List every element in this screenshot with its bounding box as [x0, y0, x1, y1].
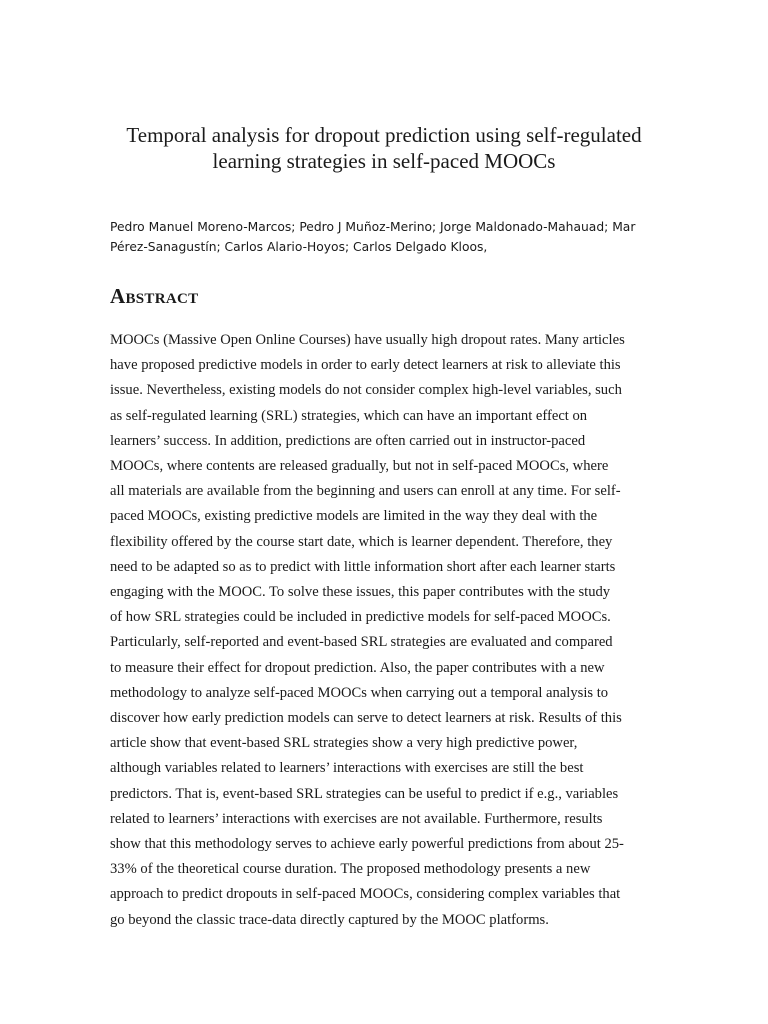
abstract-line: as self-regulated learning (SRL) strategies, which can have an important effect on — [110, 407, 588, 424]
abstract-line: issue. Nevertheless, existing models do not consider complex high-level variables, such — [110, 382, 622, 399]
author-list — [110, 217, 670, 257]
abstract-heading: Abstract — [110, 284, 199, 308]
abstract-body — [110, 328, 658, 933]
abstract-line: engaging with the MOOC. To solve these issues, this paper contributes with the study — [110, 584, 611, 601]
author-line: Pedro Manuel Moreno-Marcos; Pedro J Muñoz-Merino; Jorge Maldonado-Mahauad; Mar — [110, 220, 636, 234]
abstract-line: paced MOOCs, existing predictive models are limited in the way they deal with the — [110, 508, 598, 525]
abstract-line: have proposed predictive models in order to early detect learners at risk to alleviate this — [110, 357, 621, 374]
abstract-line: discover how early prediction models can serve to detect learners at risk. Results of this — [110, 710, 622, 727]
abstract-line: go beyond the classic trace-data directly captured by the MOOC platforms. — [110, 911, 549, 928]
abstract-line: flexibility offered by the course start date, which is learner dependent. Therefore, they — [110, 533, 613, 550]
paper-title-line: learning strategies in self-paced MOOCs — [212, 149, 556, 173]
abstract-line: need to be adapted so as to predict with little information short after each learner starts — [110, 558, 616, 575]
abstract-line: Particularly, self-reported and event-based SRL strategies are evaluated and compared — [110, 634, 613, 651]
abstract-line: MOOCs, where contents are released gradually, but not in self-paced MOOCs, where — [110, 458, 609, 475]
paper-title — [100, 122, 668, 174]
abstract-line: predictors. That is, event-based SRL strategies can be useful to predict if e.g., variables — [110, 785, 619, 802]
abstract-line: related to learners’ interactions with exercises are not available. Furthermore, results — [110, 810, 603, 827]
abstract-line: to measure their effect for dropout prediction. Also, the paper contributes with a new — [110, 659, 605, 676]
abstract-line: 33% of the theoretical course duration. The proposed methodology presents a new — [110, 861, 591, 878]
abstract-line: show that this methodology serves to achieve early powerful predictions from about 25- — [110, 836, 624, 853]
abstract-line: all materials are available from the beginning and users can enroll at any time. For self- — [110, 483, 621, 500]
abstract-line: learners’ success. In addition, predictions are often carried out in instructor-paced — [110, 432, 586, 449]
paper-title-line: Temporal analysis for dropout prediction using self-regulated — [126, 123, 642, 147]
author-line: Pérez-Sanagustín; Carlos Alario-Hoyos; Carlos Delgado Kloos, — [110, 240, 488, 254]
abstract-line: MOOCs (Massive Open Online Courses) have usually high dropout rates. Many articles — [110, 332, 625, 348]
abstract-line: methodology to analyze self-paced MOOCs when carrying out a temporal analysis to — [110, 684, 609, 701]
abstract-line: article show that event-based SRL strategies show a very high predictive power, — [110, 735, 578, 752]
abstract-line: of how SRL strategies could be included in predictive models for self-paced MOOCs. — [110, 609, 611, 626]
abstract-line: although variables related to learners’ interactions with exercises are still the best — [110, 760, 584, 777]
abstract-line: approach to predict dropouts in self-paced MOOCs, considering complex variables that — [110, 886, 621, 903]
